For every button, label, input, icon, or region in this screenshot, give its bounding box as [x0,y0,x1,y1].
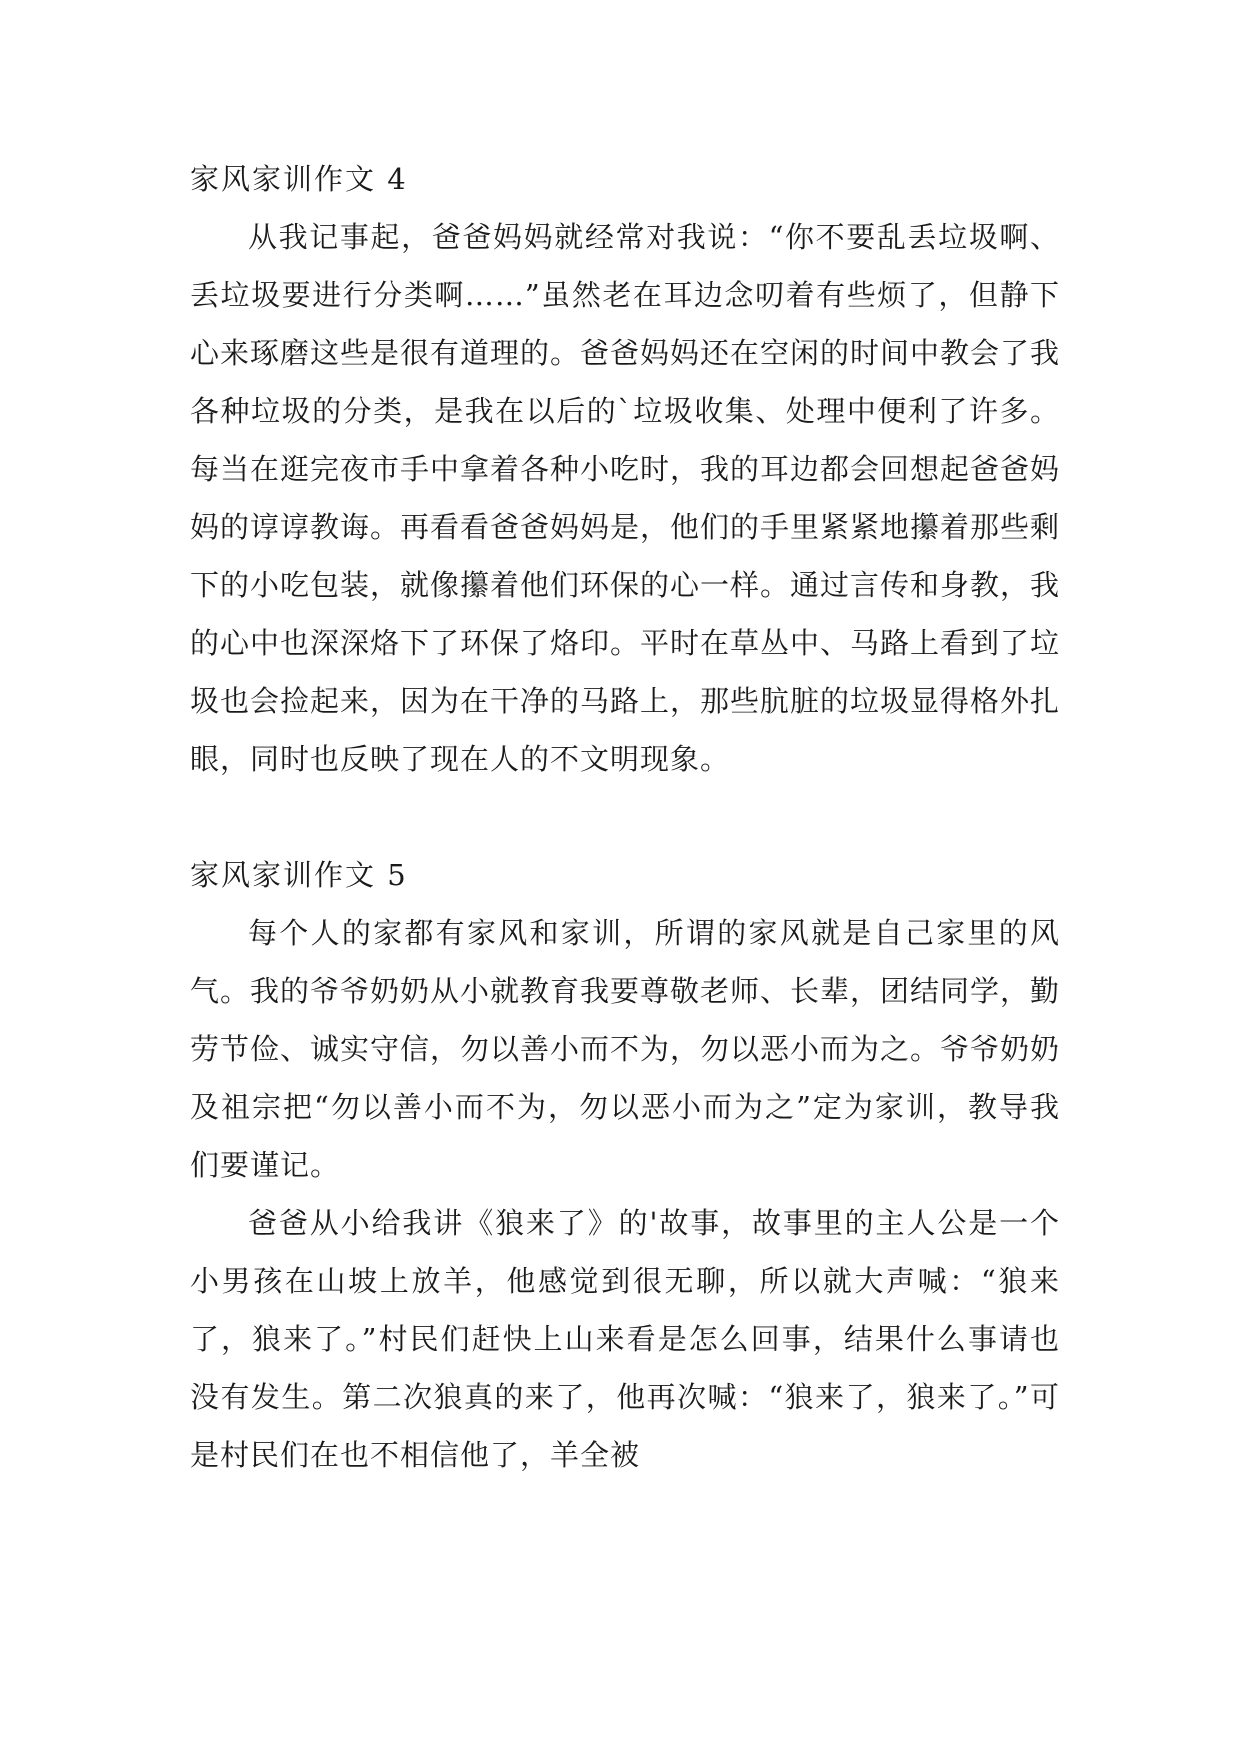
document-page [190,150,1060,1484]
essay-section-4 [190,150,1060,788]
section-spacer [190,788,1060,846]
essay-section-5 [190,846,1060,1484]
section-title: 家风家训作文 5 [190,858,408,892]
section-title: 家风家训作文 4 [190,162,408,196]
paragraph: 爸爸从小给我讲《狼来了》的'故事，故事里的主人公是一个小男孩在山坡上放羊，他感觉到很无聊，所以就大声喊：“狼来了，狼来了。”村民们赶快上山来看是怎么回事，结果什么事请也没有发生。第二次狼真的来了，他再次喊：“狼来了，狼来了。”可是村民们在也不相信他了，羊全被 [190,1206,1060,1472]
paragraph: 从我记事起，爸爸妈妈就经常对我说：“你不要乱丢垃圾啊、丢垃圾要进行分类啊……”虽然老在耳边念叨着有些烦了，但静下心来琢磨这些是很有道理的。爸爸妈妈还在空闲的时间中教会了我各种垃圾的分类，是我在以后的`垃圾收集、处理中便利了许多。每当在逛完夜市手中拿着各种小吃时，我的耳边都会回想起爸爸妈妈的谆谆教诲。再看看爸爸妈妈是，他们的手里紧紧地攥着那些剩下的小吃包装，就像攥着他们环保的心一样。通过言传和身教，我的心中也深深烙下了环保了烙印。平时在草丛中、马路上看到了垃圾也会捡起来，因为在干净的马路上，那些肮脏的垃圾显得格外扎眼，同时也反映了现在人的不文明现象。 [190,220,1061,776]
paragraph: 每个人的家都有家风和家训，所谓的家风就是自己家里的风气。我的爷爷奶奶从小就教育我要尊敬老师、长辈，团结同学，勤劳节俭、诚实守信，勿以善小而不为，勿以恶小而为之。爷爷奶奶及祖宗把“勿以善小而不为，勿以恶小而为之”定为家训，教导我们要谨记。 [190,916,1061,1182]
